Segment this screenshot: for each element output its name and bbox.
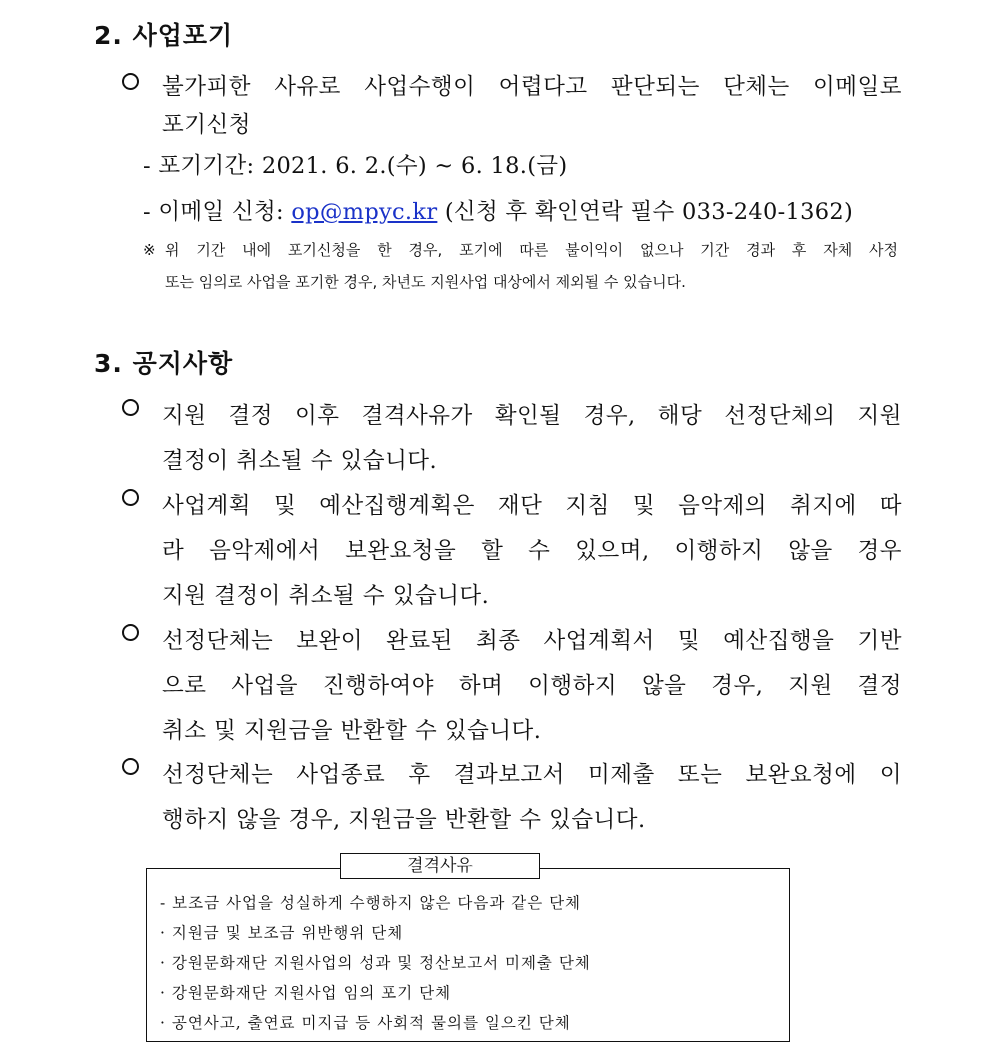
email-application-contact: (신청 후 확인연락 필수 033-240-1362) — [437, 199, 854, 225]
disqualification-line: · 강원문화재단 지원사업의 성과 및 정산보고서 미제출 단체 — [160, 954, 591, 972]
bullet-text-line: 라 음악제에서 보완요청을 할 수 있으며, 이행하지 않을 경우 — [162, 538, 902, 564]
bullet-text-line: 지원 결정이 취소될 수 있습니다. — [162, 583, 490, 609]
bullet-text-line: 포기신청 — [162, 112, 251, 138]
notice-bullet — [122, 484, 902, 619]
withdrawal-note — [143, 234, 898, 300]
bullet-text-line: 으로 사업을 진행하여야 하며 이행하지 않을 경우, 지원 결정 — [162, 673, 902, 699]
disqualification-line: · 강원문화재단 지원사업 임의 포기 단체 — [160, 984, 452, 1002]
bullet-circle-icon — [122, 73, 139, 90]
bullet-text-line: 사업계획 및 예산집행계획은 재단 지침 및 음악제의 취지에 따 — [162, 493, 902, 519]
note-line: 또는 임의로 사업을 포기한 경우, 차년도 지원사업 대상에서 제외될 수 있습니다. — [165, 273, 686, 291]
bullet-circle-icon — [122, 758, 139, 775]
withdrawal-period: - 포기기간: 2021. 6. 2.(수) ~ 6. 18.(금) — [143, 153, 568, 179]
reference-mark-icon: ※ — [143, 241, 156, 259]
bullet-circle-icon — [122, 399, 139, 416]
disqualification-box-title: 결격사유 — [340, 853, 540, 879]
notice-bullet — [122, 394, 902, 484]
section-2-heading: 2. 사업포기 — [94, 21, 234, 50]
email-link[interactable]: op@mpyc.kr — [291, 199, 438, 225]
notice-bullet — [122, 619, 902, 754]
bullet-circle-icon — [122, 489, 139, 506]
email-application — [143, 194, 853, 226]
bullet-text-line: 불가피한 사유로 사업수행이 어렵다고 판단되는 단체는 이메일로 — [162, 74, 902, 100]
bullet-text-line: 지원 결정 이후 결격사유가 확인될 경우, 해당 선정단체의 지원 — [162, 403, 902, 429]
bullet-text-line: 취소 및 지원금을 반환할 수 있습니다. — [162, 718, 542, 744]
email-application-label: - 이메일 신청: — [143, 199, 292, 225]
section-2-bullet — [122, 68, 902, 138]
bullet-text-line: 선정단체는 사업종료 후 결과보고서 미제출 또는 보완요청에 이 — [162, 762, 902, 788]
section-3-heading: 3. 공지사항 — [94, 349, 234, 378]
notice-bullet — [122, 753, 902, 843]
bullet-circle-icon — [122, 624, 139, 641]
bullet-text-line: 행하지 않을 경우, 지원금을 반환할 수 있습니다. — [162, 807, 646, 833]
note-line: 위 기간 내에 포기신청을 한 경우, 포기에 따른 불이익이 없으나 기간 경과 후 자체 사정 — [165, 241, 898, 259]
bullet-text-line: 결정이 취소될 수 있습니다. — [162, 448, 438, 474]
bullet-text-line: 선정단체는 보완이 완료된 최종 사업계획서 및 예산집행을 기반 — [162, 628, 902, 654]
disqualification-line: - 보조금 사업을 성실하게 수행하지 않은 다음과 같은 단체 — [160, 894, 582, 912]
disqualification-line: · 지원금 및 보조금 위반행위 단체 — [160, 924, 404, 942]
disqualification-line: · 공연사고, 출연료 미지급 등 사회적 물의를 일으킨 단체 — [160, 1014, 571, 1032]
